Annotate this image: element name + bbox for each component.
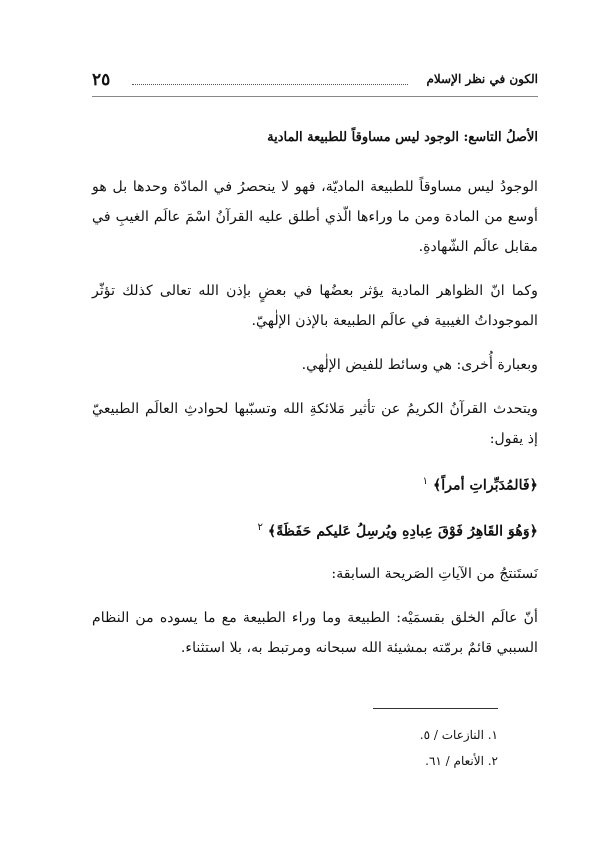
running-title: الكون في نظر الإسلام	[426, 72, 538, 86]
footnote-ref: ١	[422, 476, 429, 487]
running-header	[92, 72, 538, 94]
section-heading: الأصلُ التاسع: الوجود ليس مساوقاً للطبيعة المادية	[267, 130, 538, 145]
footnotes	[198, 722, 498, 774]
quran-quote-2	[92, 514, 538, 546]
header-dot-leader	[132, 84, 408, 85]
page-number: ٢٥	[92, 70, 111, 90]
footnote-divider	[373, 708, 498, 709]
conclusion-paragraph: أنّ عالَم الخلق بقسمَيْه: الطبيعة وما وراء الطبيعة مع ما يسوده من النظام السببي قائمٌ برمّته بمشيئة الله سبحانه ومرتبط به، بلا استثناء.	[92, 610, 538, 657]
quran-quote-1	[92, 468, 538, 500]
quote-text: ﴿فَالمُدَبِّراتِ أمراً﴾	[432, 477, 538, 494]
footnote-ref: ٢	[257, 521, 263, 533]
footnote-2: ٢. الأنعام / ٦١.	[425, 754, 498, 768]
paragraph-2: وكما انّ الظواهر المادية يؤثر بعضُها في بعضٍ بإذن الله تعالى كذلك تؤثّر الموجوداتُ الغيبية في عالَم الطبيعة بالإذن الإلٰهيّ.	[92, 283, 538, 329]
paragraph-1: الوجودُ ليس مساوقاً للطبيعة الماديّة، فهو لا ينحصرُ في المادّة وحدها بل هو أوسع من المادة ومن ما وراءها الّذي أطلق عليه القرآنُ اسْمَ عالَم الغيبِ في مقابل عالَم الشّهادةِ.	[92, 179, 538, 255]
paragraph-3: وبعبارة أُخرى: هي وسائط للفيض الإلٰهي.	[301, 357, 538, 373]
body-text	[92, 172, 538, 677]
paragraph-4: ويتحدث القرآنُ الكريمُ عن تأثير مَلائكةِ الله وتسبّبها لحوادثِ العالَم الطبيعيّ إذ يقول:	[92, 401, 538, 447]
quote-text: ﴿وَهُوَ القَاهِرُ فَوْقَ عِبادِهِ ويُرسِلُ عَليكم حَفَظَةً﴾	[267, 523, 538, 540]
header-divider	[92, 96, 538, 97]
conclusion-intro: نَستَنتجُ من الآياتِ الصَريحة السابقة:	[331, 566, 538, 583]
footnote-1: ١. النازعات / ٥.	[419, 728, 498, 742]
